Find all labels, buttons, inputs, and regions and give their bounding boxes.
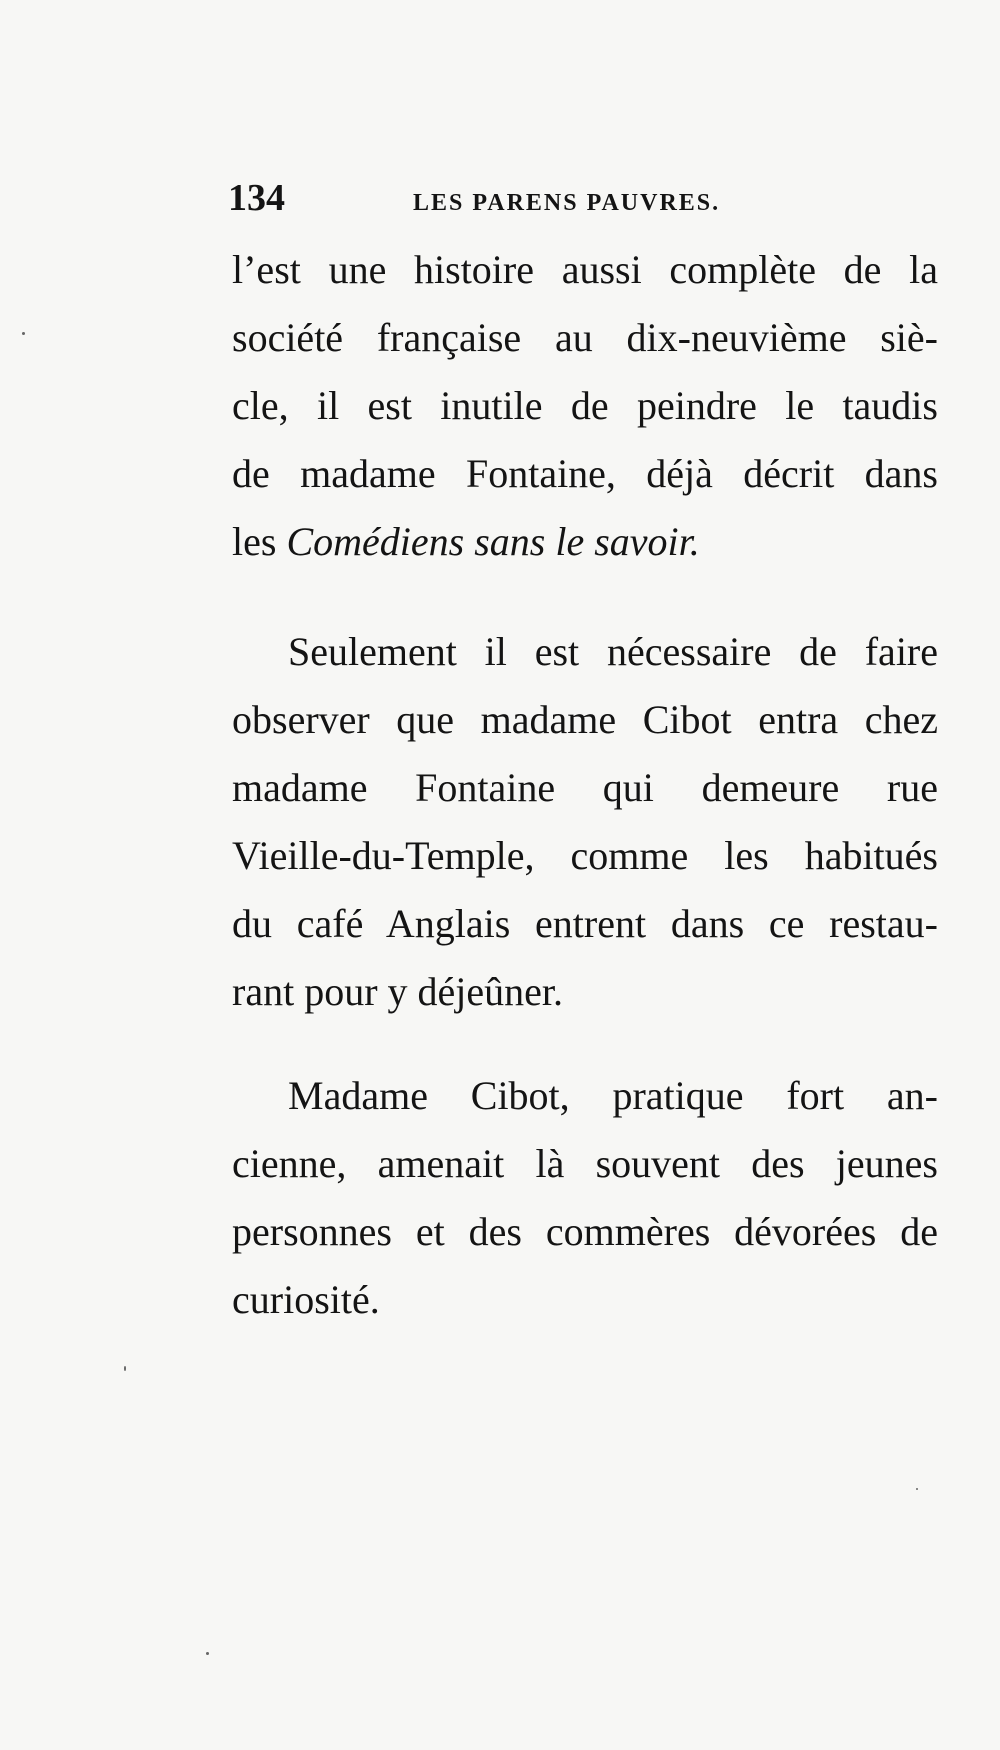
paragraph-3 [232,1062,938,1334]
book-title-italic: Comédiens sans le savoir. [286,519,700,564]
text-line: Vieille-du-Temple, comme les habitués [232,833,938,878]
page-number: 134 [228,177,285,219]
text-line: société française au dix-neuvième siè- [232,315,938,360]
text-line: madame Fontaine qui demeure rue [232,765,938,810]
text-line: cienne, amenait là souvent des jeunes [232,1141,938,1186]
text-line: observer que madame Cibot entra chez [232,697,938,742]
text-line-prefix: les [232,519,287,564]
paragraph-2 [232,618,938,1026]
text-line [232,508,938,576]
text-line: de madame Fontaine, déjà décrit dans [232,451,938,496]
page-header [228,176,764,222]
paper-speck [124,1366,126,1371]
paper-speck [206,1652,209,1655]
text-line: curiosité. [232,1277,380,1322]
text-line: rant pour y déjeûner. [232,969,563,1014]
text-line: personnes et des commères dévorées de [232,1209,938,1254]
text-line: du café Anglais entrent dans ce restau- [232,901,938,946]
text-line: l’est une histoire aussi complète de la [232,247,938,292]
text-line: cle, il est inutile de peindre le taudis [232,383,938,428]
text-line: Seulement il est nécessaire de faire [288,629,938,674]
paper-speck [22,332,25,335]
paper-speck [916,1488,918,1490]
text-line: Madame Cibot, pratique fort an- [288,1073,938,1118]
running-title: LES PARENS PAUVRES. [413,190,721,216]
paragraph-1 [232,236,938,576]
